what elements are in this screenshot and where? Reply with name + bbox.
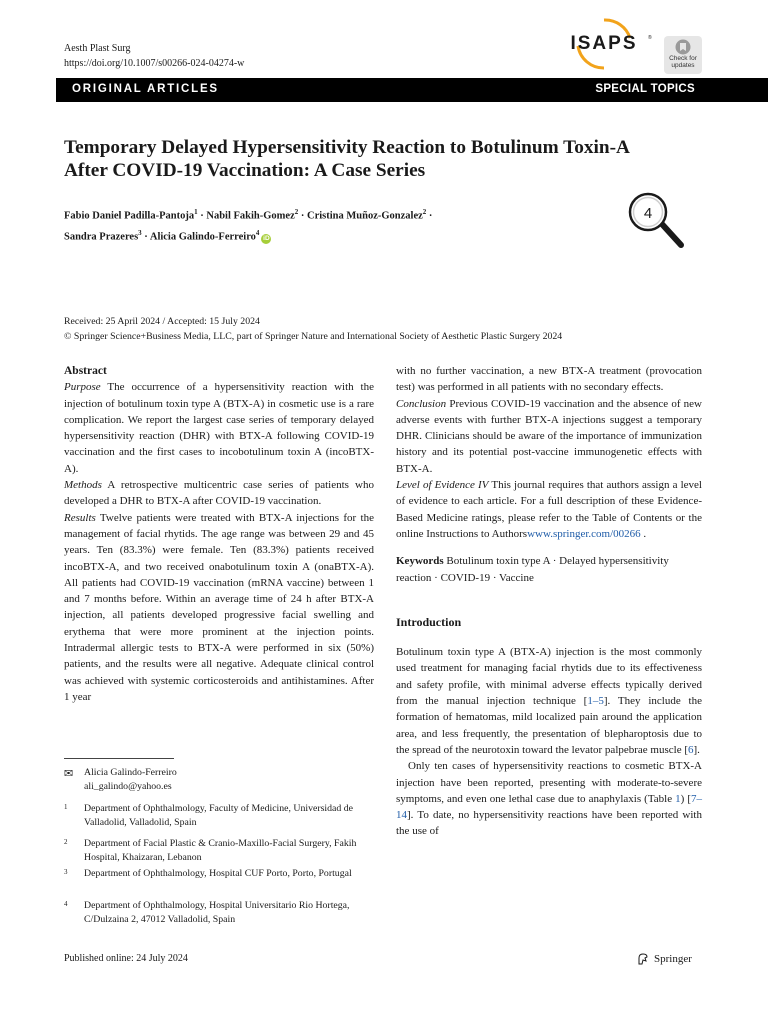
author-affiliation: 3	[138, 228, 142, 237]
keywords	[396, 553, 702, 586]
doi-link[interactable]: https://doi.org/10.1007/s00266-024-04274-w	[64, 58, 245, 69]
publisher-name: Springer	[654, 953, 692, 965]
affiliation	[64, 899, 364, 927]
envelope-icon: ✉	[64, 767, 74, 780]
affiliation	[64, 837, 364, 865]
intro-p2-text: ]. To date, no hypersensitivity reactions have been reported with the use of	[396, 809, 702, 838]
introduction-paragraph-1	[396, 644, 702, 758]
citation-link[interactable]: 1–5	[587, 695, 604, 708]
abstract-right-column	[396, 363, 702, 840]
corresponding-author	[64, 766, 364, 794]
springer-link[interactable]: www.springer.com/00266	[527, 527, 641, 540]
author-list	[64, 204, 624, 245]
affiliation-number: 3	[64, 868, 68, 876]
author-separator: ·	[141, 231, 150, 242]
article-title: Temporary Delayed Hypersensitivity Reaction to Botulinum Toxin-A After COVID-19 Vaccination: A Case Series	[64, 137, 629, 181]
isaps-logo	[550, 16, 658, 72]
level-text: This journal requires that authors assign a level of evidence to each article. For a full description of these Evidence-Based Medicine ratings, please refer to the Table of Contents or the online Instructions to Authors	[396, 479, 702, 540]
results-text: Twelve patients were treated with BTX-A injections for the management of facial rhytids. The age range was between 29 and 45 years. Ten (83.3%) were female. Ten (83.3%) patients received incoBTX-A, and two received onabotulinum toxin A (onaBTX-A). All patients had COVID-19 vaccination (mRNA vaccine) between 1 and 7 months before. Within an average time of 24 h after BTX-A injection, all patients developed progressive facial swelling and erythema that were more prominent at the injection points. Intradermal allergic tests to BTX-A were performed in six (50%) patients, and the results were all negative. Adequate clinical control was achieved with systemic corticosteroids and antihistamines. After 1 year	[64, 511, 374, 703]
citation-link[interactable]: 7–14	[396, 792, 702, 822]
check-for-updates-badge[interactable]	[664, 36, 702, 74]
author-affiliation: 2	[294, 208, 299, 216]
affiliation	[64, 867, 364, 881]
check-updates-line2: updates	[671, 62, 695, 69]
methods-text: A retrospective multicentric case series of patients who developed a DHR to BTX-A after COVID-19 vaccination.	[64, 479, 374, 508]
author-separator: ·	[298, 210, 307, 222]
author-name[interactable]: Alicia Galindo-Ferreiro	[149, 231, 256, 242]
affiliation-text: Department of Ophthalmology, Hospital CUF Porto, Porto, Portugal	[84, 868, 352, 879]
article-type: ORIGINAL ARTICLES	[72, 83, 219, 95]
affiliation-number: 4	[64, 900, 68, 908]
affiliation-text: Department of Facial Plastic & Cranio-Maxillo-Facial Surgery, Fakih Hospital, Khaizaran, Lebanon	[84, 838, 357, 863]
springer-footer-logo	[636, 952, 692, 966]
author-affiliation: 2	[422, 208, 427, 216]
author-name[interactable]: Sandra Prazeres	[64, 231, 139, 242]
methods-label: Methods	[64, 479, 102, 492]
introduction-heading: Introduction	[396, 614, 462, 629]
intro-p1-text: ].	[693, 743, 700, 756]
results-continued: with no further vaccination, a new BTX-A treatment (provocation test) was performed in all patients with no secondary effects.	[396, 365, 702, 394]
introduction-paragraph-2	[396, 758, 702, 839]
journal-name: Aesth Plast Surg	[64, 43, 131, 54]
author-affiliation: 4	[255, 228, 260, 237]
published-online: Published online: 24 July 2024	[64, 953, 188, 964]
affiliation-number: 1	[64, 803, 68, 811]
intro-p2-text: ) [	[680, 792, 691, 805]
copyright: © Springer Science+Business Media, LLC, part of Springer Nature and International Society of Aesthetic Plastic Surgery 2024	[64, 331, 563, 342]
citation-link[interactable]: 6	[688, 743, 694, 756]
bookmark-icon	[674, 39, 692, 55]
orcid-icon[interactable]: iD	[263, 235, 270, 242]
intro-p1-text: Botulinum toxin type A (BTX-A) injection is the most commonly used treatment for managing facial rhytids due to its effectiveness and safety profile, with minimal adverse effects typically derived from the manual injection technique [	[396, 646, 702, 708]
intro-p1-text: ]. They include the formation of hematomas, mild localized pain around the application area, and less frequently, the presentation of blepharoptosis due to the spread of the neurotoxin toward the levator palpebrae muscle [	[396, 695, 702, 756]
special-topics-label: SPECIAL TOPICS	[595, 83, 695, 95]
affiliation-text: Department of Ophthalmology, Faculty of Medicine, Universidad de Valladolid, Valladolid, Spain	[84, 803, 353, 828]
section-band	[56, 78, 768, 102]
received-accepted: Received: 25 April 2024 / Accepted: 15 July 2024	[64, 316, 260, 327]
affiliation	[64, 802, 364, 830]
author-name[interactable]: Nabil Fakih-Gomez	[206, 210, 295, 222]
conclusion-label: Conclusion	[396, 397, 447, 410]
abstract-level	[396, 477, 702, 542]
logo-text: ISAPS	[570, 33, 638, 54]
author-name[interactable]: Fabio Daniel Padilla-Pantoja	[64, 210, 195, 222]
affiliation-number: 2	[64, 838, 68, 846]
contact-email[interactable]: ali_galindo@yahoo.es	[84, 781, 172, 792]
level-badge-number: 4	[643, 205, 653, 222]
abstract-conclusion	[396, 396, 702, 477]
abstract-heading: Abstract	[64, 365, 107, 377]
abstract-purpose	[64, 379, 374, 477]
author-separator: ·	[197, 210, 207, 222]
footnote-divider	[64, 758, 174, 759]
abstract-results	[64, 510, 374, 706]
author-name[interactable]: Cristina Muñoz-Gonzalez	[307, 210, 423, 222]
springer-horse-icon	[636, 952, 650, 966]
purpose-text: The occurrence of a hypersensitivity reaction with the injection of botulinum toxin type A (BTX-A) in cosmetic use is a rare complication. We report the largest case series of temporary delayed hypersensitivity reaction (DHR) with BTX-A following COVID-19 vaccination and the first cases to incobotulinum toxin A (incoBTX-A).	[64, 381, 374, 475]
conclusion-text: Previous COVID-19 vaccination and the absence of new adverse events with further BTX-A injections suggest a temporary DHR. Clinicians should be aware of the importance of immunization history and its potential post-vaccine immunogenetic effects with BTX-A.	[396, 397, 702, 475]
results-label: Results	[64, 511, 96, 524]
abstract-methods	[64, 477, 374, 510]
level-of-evidence-magnifier-icon	[618, 190, 688, 252]
contact-name: Alicia Galindo-Ferreiro	[84, 767, 177, 778]
journal-meta	[64, 41, 244, 71]
abstract-left-column	[64, 363, 374, 705]
svg-text:®: ®	[648, 35, 652, 41]
level-end: .	[640, 527, 647, 540]
author-affiliation: 1	[194, 208, 198, 216]
article-dates	[64, 314, 562, 344]
keywords-label: Keywords	[396, 555, 444, 568]
intro-p2-text: Only ten cases of hypersensitivity reactions to cosmetic BTX-A injection have been reported, presenting with moderate-to-severe symptoms, and even one lethal case due to anaphylaxis (Table	[396, 760, 702, 805]
affiliation-text: Department of Ophthalmology, Hospital Universitario Rio Hortega, C/Dulzaina 2, 47012 Valladolid, Spain	[84, 900, 350, 925]
purpose-label: Purpose	[64, 381, 101, 394]
author-separator: ·	[426, 210, 433, 222]
keywords-text: Botulinum toxin type A · Delayed hypersensitivity reaction · COVID-19 · Vaccine	[396, 555, 669, 584]
level-label: Level of Evidence IV	[396, 479, 489, 492]
check-updates-line1: Check for	[669, 55, 697, 62]
table-link[interactable]: 1	[675, 792, 681, 805]
